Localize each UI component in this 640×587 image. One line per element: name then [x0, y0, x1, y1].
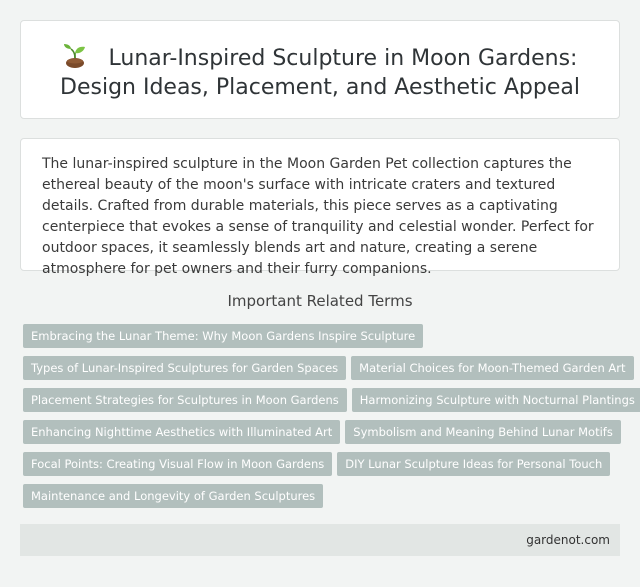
related-terms-row	[23, 420, 623, 452]
related-terms-row	[23, 452, 623, 484]
related-terms-row	[23, 356, 626, 388]
related-term-tag[interactable]: Types of Lunar-Inspired Sculptures for Garden Spaces	[23, 356, 346, 380]
title-line-1: Lunar-Inspired Sculpture in Moon Gardens:	[108, 46, 578, 71]
related-term-tag[interactable]: Maintenance and Longevity of Garden Sculptures	[23, 484, 323, 508]
related-term-tag[interactable]: Embracing the Lunar Theme: Why Moon Gardens Inspire Sculpture	[23, 324, 423, 348]
related-term-tag[interactable]: Placement Strategies for Sculptures in Moon Gardens	[23, 388, 347, 412]
related-term-tag[interactable]: Material Choices for Moon-Themed Garden Art	[351, 356, 633, 380]
related-term-tag[interactable]: Focal Points: Creating Visual Flow in Moon Gardens	[23, 452, 332, 476]
description-text: The lunar-inspired sculpture in the Moon Garden Pet collection captures the ethereal beauty of the moon's surface with intricate craters and textured details. Crafted from durable materials, this piece serves as a captivating centerpiece that evokes a sense of tranquility and celestial wonder. Perfect for outdoor spaces, it seamlessly blends art and nature, creating a serene atmosphere for pet owners and their furry companions.	[42, 156, 594, 277]
related-terms-list	[23, 324, 635, 516]
related-term-tag[interactable]: DIY Lunar Sculpture Ideas for Personal Touch	[337, 452, 610, 476]
description-card	[20, 138, 620, 277]
related-term-tag[interactable]: Harmonizing Sculpture with Nocturnal Plantings	[352, 388, 640, 412]
related-terms-row	[23, 388, 635, 420]
title-line-2: Design Ideas, Placement, and Aesthetic Appeal	[60, 75, 580, 100]
related-terms-row	[23, 484, 623, 516]
footer-site[interactable]: gardenot.com	[526, 533, 610, 547]
related-terms-heading: Important Related Terms	[227, 292, 413, 310]
page-title	[21, 44, 619, 102]
title-card	[20, 20, 620, 119]
sprout-icon	[63, 44, 89, 68]
related-terms-row	[23, 324, 623, 356]
related-term-tag[interactable]: Symbolism and Meaning Behind Lunar Motifs	[345, 420, 621, 444]
footer	[20, 524, 620, 556]
related-term-tag[interactable]: Enhancing Nighttime Aesthetics with Illuminated Art	[23, 420, 340, 444]
